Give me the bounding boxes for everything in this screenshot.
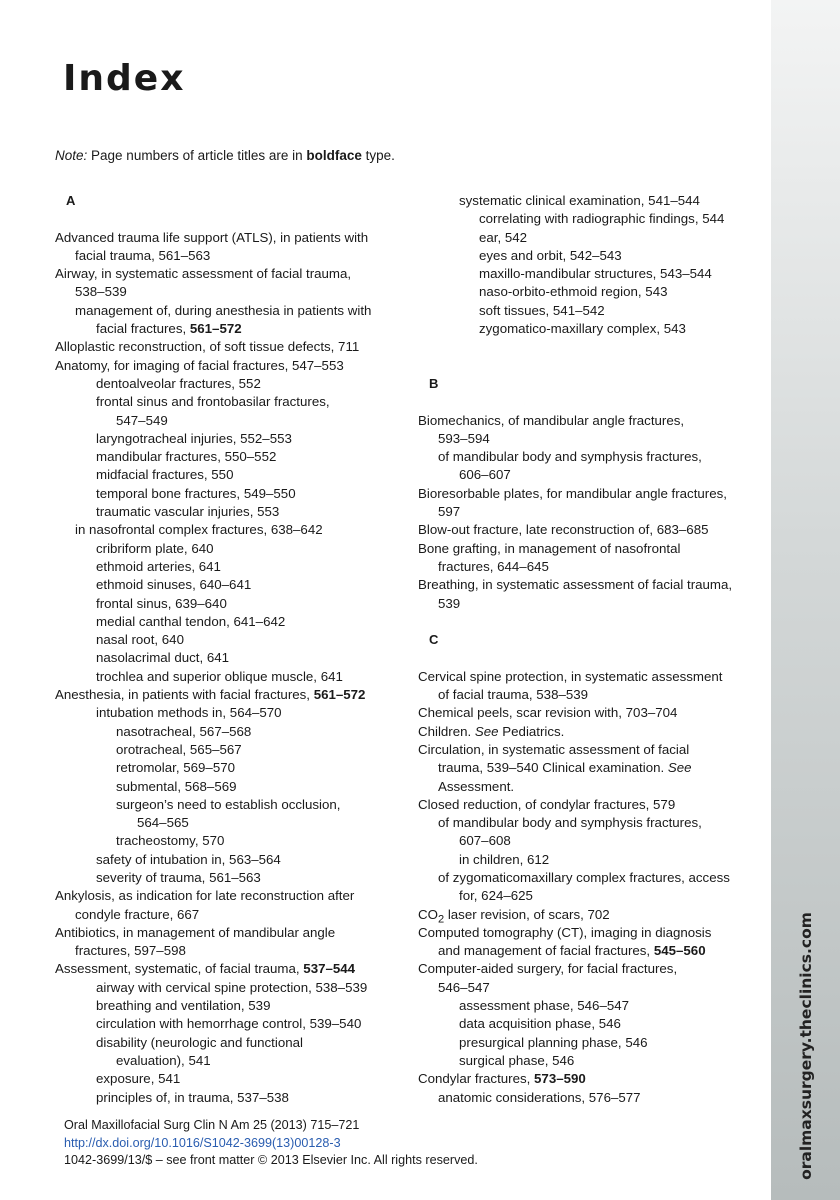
entry-text: circulation with hemorrhage control, 539–540 (96, 1016, 362, 1032)
index-entry (418, 979, 763, 997)
article-page-range: 545–560 (653, 943, 706, 959)
index-entry (55, 466, 400, 484)
index-entry (418, 302, 763, 320)
index-entry (55, 924, 400, 942)
index-entry (418, 503, 763, 521)
entry-text: Alloplastic reconstruction, of soft tissue defects, 711 (55, 339, 360, 355)
spacer (418, 649, 763, 667)
entry-text: traumatic vascular injuries, 553 (96, 504, 280, 520)
index-entry (418, 796, 763, 814)
spacer (55, 210, 400, 228)
index-entry (55, 503, 400, 521)
entry-text: of zygomaticomaxillary complex fractures, access (438, 869, 730, 885)
index-entry (55, 1070, 400, 1088)
note-bold-word: boldface (306, 148, 362, 163)
index-entry (418, 558, 763, 576)
see-reference: See (667, 760, 692, 776)
index-entry (55, 723, 400, 741)
index-entry (418, 869, 763, 887)
index-entry (418, 466, 763, 484)
index-entry (55, 869, 400, 887)
index-entry (55, 265, 400, 283)
entry-text: Cervical spine protection, in systematic assessment (418, 668, 723, 684)
index-entry (55, 778, 400, 796)
entry-text: dentoalveolar fractures, 552 (96, 375, 261, 391)
entry-text: Assessment, systematic, of facial trauma, (55, 961, 304, 977)
entry-text: data acquisition phase, 546 (459, 1016, 621, 1032)
index-entry (418, 851, 763, 869)
index-entry (55, 430, 400, 448)
entry-text: orotracheal, 565–567 (116, 741, 242, 757)
index-entry (418, 485, 763, 503)
entry-text: 593–594 (438, 430, 490, 446)
index-entry (55, 283, 400, 301)
index-entry (418, 906, 763, 924)
entry-text: Circulation, in systematic assessment of facial (418, 741, 690, 757)
spacer (418, 338, 763, 356)
index-entry (55, 997, 400, 1015)
entry-text: Condylar fractures, (418, 1071, 535, 1087)
index-entry (418, 210, 763, 228)
entry-text: tracheostomy, 570 (116, 833, 225, 849)
index-entry (418, 595, 763, 613)
entry-text: medial canthal tendon, 641–642 (96, 613, 286, 629)
index-entry (418, 265, 763, 283)
entry-text: temporal bone fractures, 549–550 (96, 485, 296, 501)
entry-text: frontal sinus, 639–640 (96, 595, 227, 611)
entry-text: Bone grafting, in management of nasofrontal (418, 540, 681, 556)
index-column-right (418, 192, 763, 1107)
entry-text: for, 624–625 (459, 888, 533, 904)
entry-text: Anesthesia, in patients with facial fractures, (55, 687, 314, 703)
index-entry (418, 1089, 763, 1107)
entry-text: fractures, 644–645 (438, 558, 549, 574)
index-entry (418, 759, 763, 777)
entry-text: eyes and orbit, 542–543 (479, 247, 622, 263)
entry-text: surgical phase, 546 (459, 1052, 575, 1068)
index-entry (55, 558, 400, 576)
index-entry (55, 942, 400, 960)
index-entry (418, 924, 763, 942)
entry-text: mandibular fractures, 550–552 (96, 449, 277, 465)
index-entry (55, 595, 400, 613)
entry-text: Bioresorbable plates, for mandibular angle fractures, (418, 485, 727, 501)
article-page-range: 573–590 (534, 1071, 586, 1087)
entry-text: ethmoid arteries, 641 (96, 558, 221, 574)
entry-text: evaluation), 541 (116, 1052, 211, 1068)
entry-text-after: laser revision, of scars, 702 (444, 906, 610, 922)
index-entry (55, 320, 400, 338)
index-entry (418, 778, 763, 796)
index-entry (55, 1015, 400, 1033)
index-entry (418, 960, 763, 978)
index-entry (55, 412, 400, 430)
index-entry (418, 741, 763, 759)
note-text-before: Page numbers of article titles are in (87, 148, 307, 163)
entry-text: Assessment. (438, 778, 515, 794)
journal-url[interactable]: oralmaxsurgery.theclinics.com (797, 912, 815, 1180)
note-label: Note: (55, 148, 88, 163)
index-entry (55, 686, 400, 704)
entry-text: of facial trauma, 538–539 (438, 687, 589, 703)
index-entry (55, 393, 400, 411)
index-entry (55, 979, 400, 997)
index-entry (418, 832, 763, 850)
entry-text: trochlea and superior oblique muscle, 641 (96, 668, 343, 684)
index-entry (55, 960, 400, 978)
entry-text: management of, during anesthesia in patients with (75, 302, 372, 318)
index-entry (55, 448, 400, 466)
entry-text: Anatomy, for imaging of facial fractures, 547–553 (55, 357, 344, 373)
entry-text: condyle fracture, 667 (75, 906, 200, 922)
index-entry (55, 759, 400, 777)
index-entry (55, 613, 400, 631)
index-entry (55, 302, 400, 320)
spacer (418, 613, 763, 631)
entry-text: 597 (438, 504, 461, 520)
entry-text: exposure, 541 (96, 1071, 181, 1087)
index-entry (55, 338, 400, 356)
article-page-range: 537–544 (303, 961, 356, 977)
entry-text: maxillo-mandibular structures, 543–544 (479, 266, 712, 282)
entry-text: surgeon’s need to establish occlusion, (116, 796, 341, 812)
entry-text: Closed reduction, of condylar fractures, 579 (418, 796, 676, 812)
index-entry (55, 485, 400, 503)
entry-text: naso-orbito-ethmoid region, 543 (479, 284, 668, 300)
index-entry (55, 668, 400, 686)
entry-text: correlating with radiographic findings, 544 (479, 211, 725, 227)
index-entry (418, 887, 763, 905)
index-entry (418, 412, 763, 430)
entry-text: 547–549 (116, 412, 168, 428)
entry-text: in children, 612 (459, 851, 550, 867)
note-text-after: type. (361, 148, 395, 163)
entry-text: intubation methods in, 564–570 (96, 705, 282, 721)
index-entry (55, 649, 400, 667)
index-entry (418, 723, 763, 741)
entry-text: 607–608 (459, 833, 511, 849)
index-entry (418, 1070, 763, 1088)
entry-text: 606–607 (459, 467, 511, 483)
index-entry (55, 906, 400, 924)
entry-text: zygomatico-maxillary complex, 543 (479, 321, 686, 337)
entry-text: laryngotracheal injuries, 552–553 (96, 430, 292, 446)
index-entry (55, 741, 400, 759)
index-entry (55, 540, 400, 558)
entry-text: severity of trauma, 561–563 (96, 869, 261, 885)
index-entry (418, 192, 763, 210)
entry-text: Advanced trauma life support (ATLS), in patients with (55, 229, 369, 245)
index-entry (55, 229, 400, 247)
doi-link[interactable]: http://dx.doi.org/10.1016/S1042-3699(13)00128-3 (64, 1135, 341, 1150)
index-entry (418, 1052, 763, 1070)
entry-text: airway with cervical spine protection, 538–539 (96, 979, 368, 995)
entry-text: ethmoid sinuses, 640–641 (96, 577, 252, 593)
entry-text: of mandibular body and symphysis fractures, (438, 449, 702, 465)
section-letter: B (429, 375, 439, 391)
entry-text: Ankylosis, as indication for late reconstruction after (55, 888, 355, 904)
entry-text: assessment phase, 546–547 (459, 998, 630, 1014)
index-entry (418, 448, 763, 466)
entry-text: safety of intubation in, 563–564 (96, 851, 281, 867)
entry-text: retromolar, 569–570 (116, 760, 236, 776)
citation: Oral Maxillofacial Surg Clin N Am 25 (2013) 715–721 (64, 1118, 360, 1132)
index-entry (55, 521, 400, 539)
spacer (418, 357, 763, 375)
index-entry (418, 1034, 763, 1052)
section-letter: A (66, 193, 76, 208)
entry-text: submental, 568–569 (116, 778, 237, 794)
index-entry (418, 814, 763, 832)
entry-text: trauma, 539–540 Clinical examination. (438, 760, 668, 776)
entry-text: disability (neurologic and functional (96, 1034, 303, 1050)
index-entry (418, 283, 763, 301)
entry-text: nasal root, 640 (96, 632, 184, 648)
index-entry (55, 375, 400, 393)
index-entry (55, 814, 400, 832)
index-entry (418, 668, 763, 686)
index-entry (418, 1015, 763, 1033)
index-entry (418, 942, 763, 960)
index-entry (55, 851, 400, 869)
index-entry (418, 521, 763, 539)
index-entry (55, 1034, 400, 1052)
index-entry (55, 357, 400, 375)
section-letter: C (429, 632, 439, 648)
index-entry (418, 247, 763, 265)
page-title: Index (63, 58, 186, 99)
index-entry (55, 631, 400, 649)
index-entry (55, 796, 400, 814)
entry-text: ear, 542 (479, 229, 528, 245)
entry-text: principles of, in trauma, 537–538 (96, 1089, 289, 1105)
index-entry (418, 997, 763, 1015)
spacer (418, 393, 763, 411)
entry-text: cribriform plate, 640 (96, 540, 214, 556)
entry-text: CO (418, 906, 438, 922)
entry-text: systematic clinical examination, 541–544 (459, 193, 700, 208)
entry-text: Chemical peels, scar revision with, 703–704 (418, 705, 678, 721)
entry-text: Children. (418, 723, 475, 739)
entry-text: 546–547 (438, 979, 490, 995)
entry-text: and management of facial fractures, (438, 943, 654, 959)
entry-text: facial trauma, 561–563 (75, 247, 211, 263)
see-reference: See (474, 723, 499, 739)
index-entry (418, 576, 763, 594)
index-column-left (55, 192, 400, 1107)
index-entry (55, 1089, 400, 1107)
entry-text: 564–565 (137, 815, 189, 831)
entry-text: Antibiotics, in management of mandibular angle (55, 924, 336, 940)
entry-text: in nasofrontal complex fractures, 638–642 (75, 522, 323, 538)
article-footer (64, 1117, 478, 1170)
index-entry (418, 229, 763, 247)
entry-text: 539 (438, 595, 461, 611)
entry-text: Breathing, in systematic assessment of facial trauma, (418, 577, 733, 593)
entry-text: 538–539 (75, 284, 127, 300)
article-page-range: 561–572 (189, 321, 242, 337)
index-entry (55, 832, 400, 850)
entry-text: Biomechanics, of mandibular angle fractures, (418, 412, 685, 428)
index-entry (55, 887, 400, 905)
entry-text: facial fractures, (96, 321, 190, 337)
entry-text: anatomic considerations, 576–577 (438, 1089, 641, 1105)
index-entry (418, 704, 763, 722)
index-entry (418, 540, 763, 558)
index-entry (55, 247, 400, 265)
entry-text: of mandibular body and symphysis fractures, (438, 815, 702, 831)
entry-text: midfacial fractures, 550 (96, 467, 234, 483)
copyright: 1042-3699/13/$ – see front matter © 2013 Elsevier Inc. All rights reserved. (64, 1153, 478, 1167)
index-entry (55, 576, 400, 594)
entry-text: Computer-aided surgery, for facial fractures, (418, 961, 678, 977)
subscript: 2 (437, 913, 445, 926)
index-entry (418, 686, 763, 704)
entry-text: nasolacrimal duct, 641 (96, 650, 230, 666)
article-page-range: 561–572 (313, 687, 366, 703)
entry-text: Airway, in systematic assessment of facial trauma, (55, 266, 352, 282)
index-entry (418, 430, 763, 448)
entry-text: Computed tomography (CT), imaging in diagnosis (418, 924, 712, 940)
index-note (55, 148, 395, 163)
index-entry (418, 320, 763, 338)
index-entry (55, 1052, 400, 1070)
entry-text: presurgical planning phase, 546 (459, 1034, 648, 1050)
entry-text: nasotracheal, 567–568 (116, 723, 252, 739)
entry-text: frontal sinus and frontobasilar fractures, (96, 394, 330, 410)
entry-text: breathing and ventilation, 539 (96, 998, 271, 1014)
entry-text: fractures, 597–598 (75, 943, 186, 959)
entry-text: soft tissues, 541–542 (479, 302, 605, 318)
entry-text: Blow-out fracture, late reconstruction of, 683–685 (418, 522, 709, 538)
index-entry (55, 704, 400, 722)
entry-text-after: Pediatrics. (498, 723, 565, 739)
